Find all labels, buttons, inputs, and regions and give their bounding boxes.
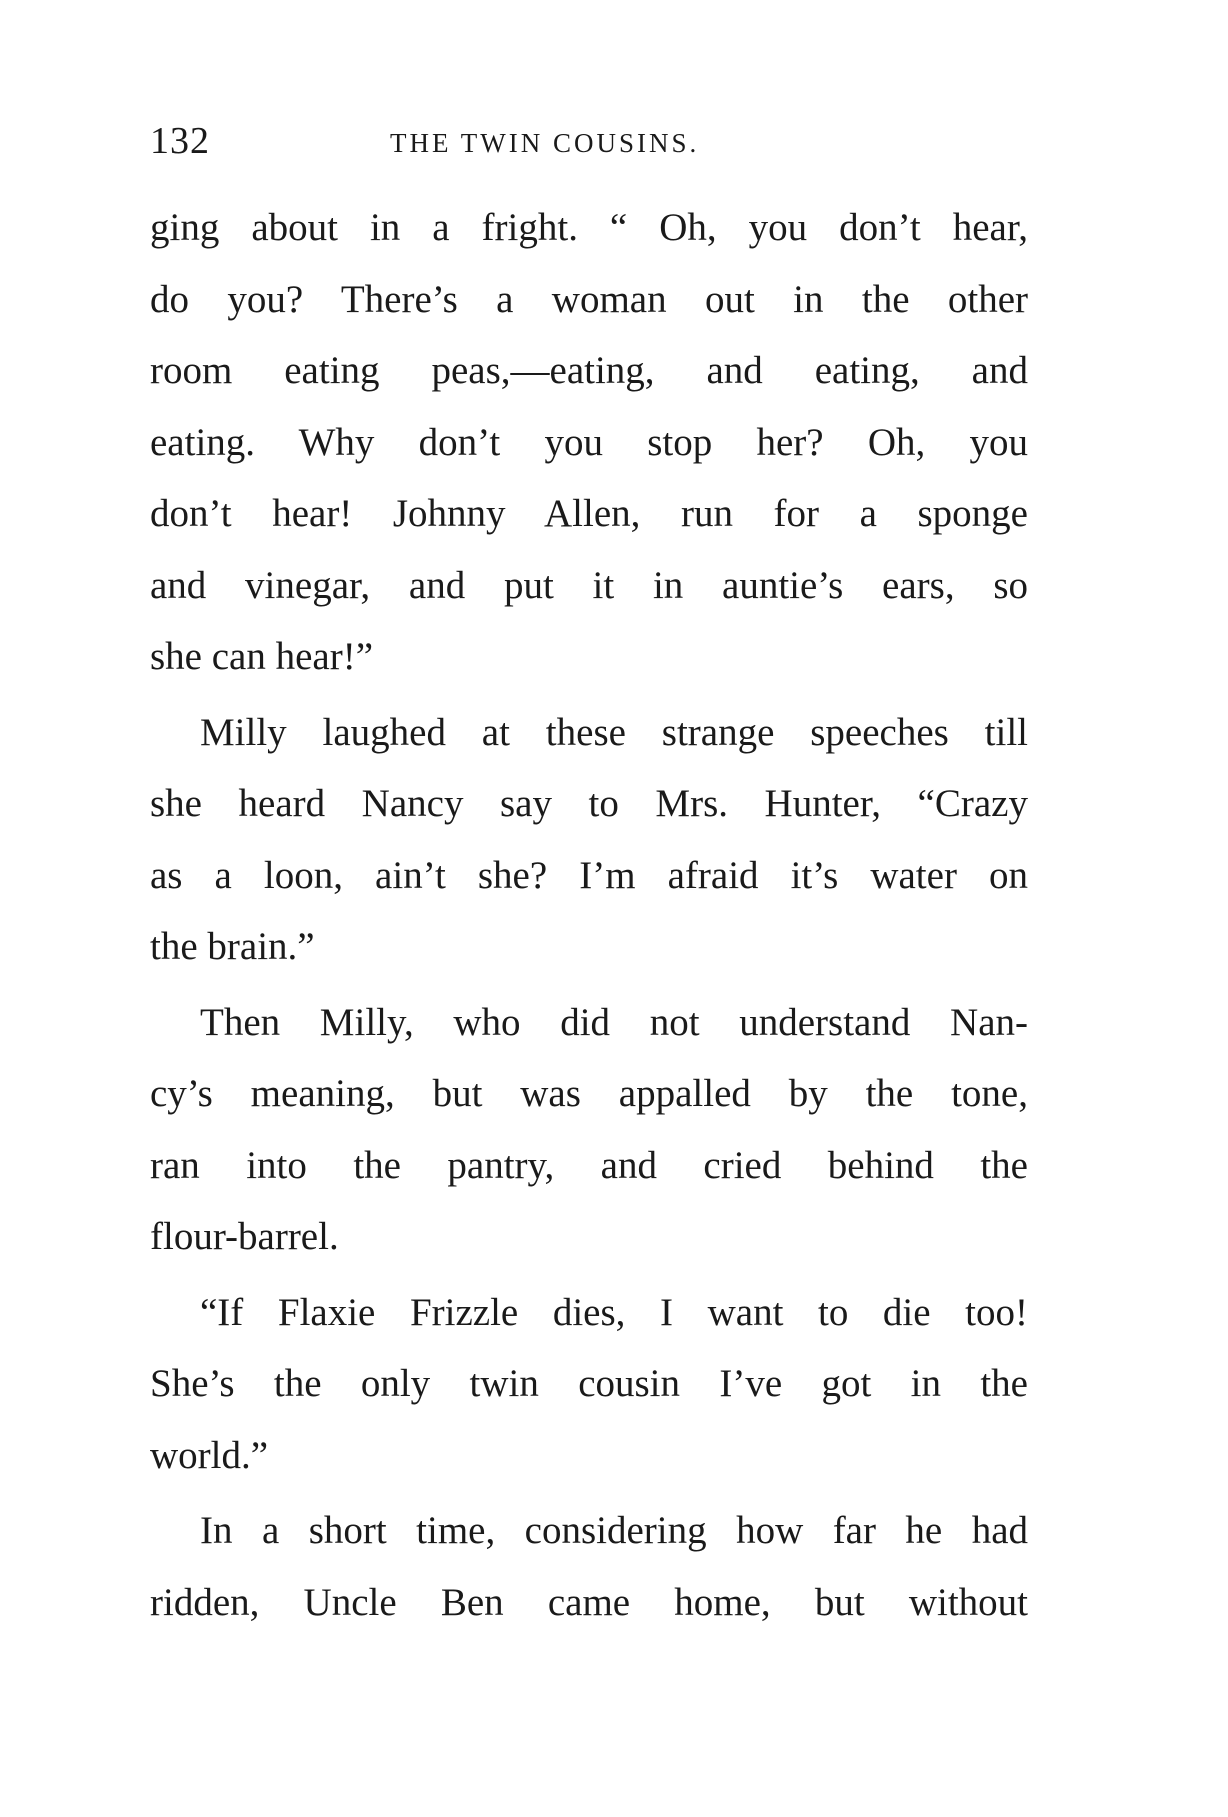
text-line: In a short time, considering how far he had xyxy=(200,1509,1028,1552)
paragraph-4 xyxy=(150,1277,1028,1492)
text-line: do you? There’s a woman out in the other xyxy=(150,277,1028,321)
text-line: she heard Nancy say to Mrs. Hunter, “Crazy xyxy=(150,782,1028,825)
text-line: flour-barrel. xyxy=(150,1215,339,1258)
running-title: THE TWIN COUSINS. xyxy=(390,128,700,158)
text-line: cy’s meaning, but was appalled by the tone, xyxy=(150,1072,1028,1115)
text-line: ridden, Uncle Ben came home, but without xyxy=(150,1580,1028,1624)
text-line: Then Milly, who did not understand Nan- xyxy=(200,1000,1028,1044)
text-line: Milly laughed at these strange speeches till xyxy=(200,710,1028,754)
text-line: eating. Why don’t you stop her? Oh, you xyxy=(150,420,1028,464)
page-number: 132 xyxy=(150,120,210,162)
text-line: “If Flaxie Frizzle dies, I want to die too! xyxy=(200,1290,1028,1334)
text-line: ran into the pantry, and cried behind the xyxy=(150,1143,1028,1187)
body-text xyxy=(150,192,1028,1638)
text-line: and vinegar, and put it in auntie’s ears, so xyxy=(150,563,1028,607)
paragraph-3 xyxy=(150,987,1028,1273)
text-line: as a loon, ain’t she? I’m afraid it’s water on xyxy=(150,853,1028,897)
text-line: room eating peas,—eating, and eating, and xyxy=(150,349,1028,392)
text-line: she can hear!” xyxy=(150,635,374,678)
text-line: don’t hear! Johnny Allen, run for a sponge xyxy=(150,492,1028,535)
running-head xyxy=(150,116,1030,166)
paragraph-1 xyxy=(150,192,1028,693)
paragraph-5 xyxy=(150,1495,1028,1638)
text-line: She’s the only twin cousin I’ve got in the xyxy=(150,1362,1028,1405)
text-line: ging about in a fright. “ Oh, you don’t hear, xyxy=(150,206,1028,249)
text-line: the brain.” xyxy=(150,925,315,968)
paragraph-2 xyxy=(150,697,1028,983)
text-line: world.” xyxy=(150,1433,269,1477)
